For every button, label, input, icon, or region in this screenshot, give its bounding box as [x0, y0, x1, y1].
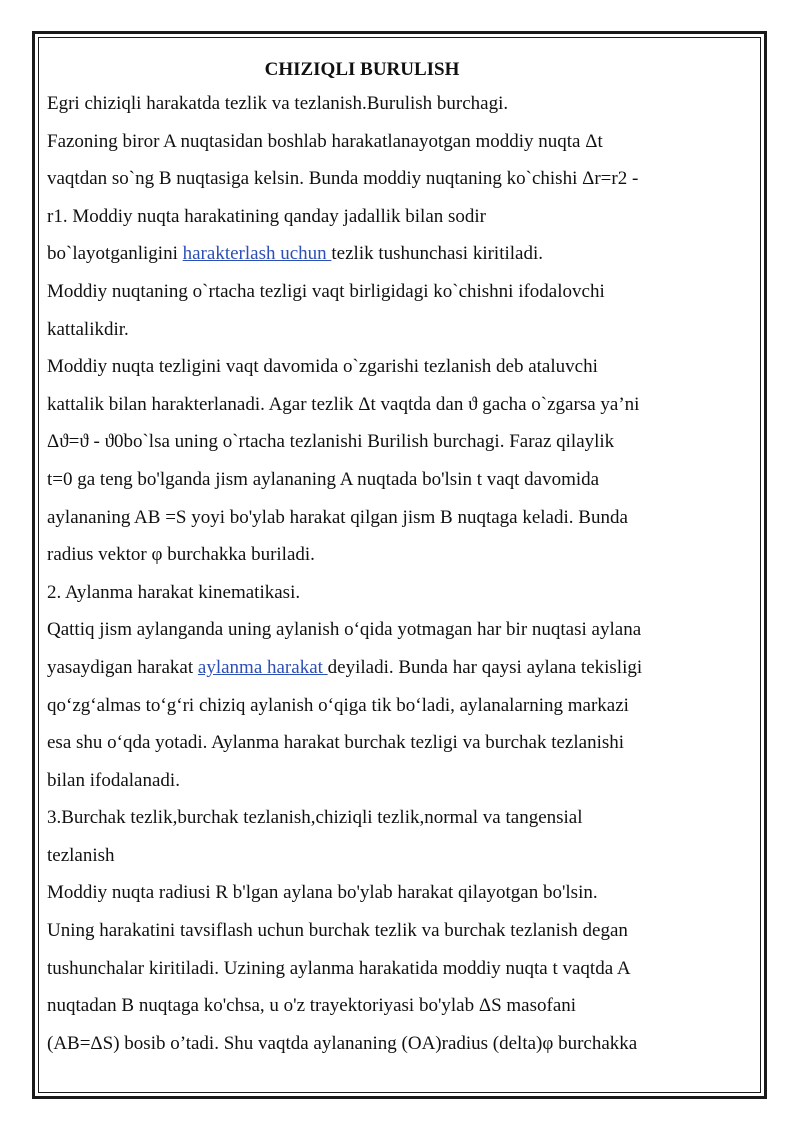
text-line: nuqtadan B nuqtaga ko'chsa, u o'z trayektoriyasi bo'ylab ΔS masofani: [47, 995, 577, 1017]
text-line: radius vektor φ burchakka buriladi.: [47, 544, 315, 566]
text-line: Fazoning biror A nuqtasidan boshlab harakatlanayotgan moddiy nuqta Δt: [47, 130, 603, 152]
text-line: Δϑ=ϑ - ϑ0bo`lsa uning o`rtacha tezlanishi Burilish burchagi. Faraz qilaylik: [47, 431, 615, 453]
text-line: r1. Moddiy nuqta harakatining qanday jadallik bilan sodir: [47, 205, 487, 227]
section-heading: 3.Burchak tezlik,burchak tezlanish,chiziqli tezlik,normal va tangensial: [47, 807, 583, 829]
text-line: Qattiq jism aylanganda uning aylanish o‘qida yotmagan har bir nuqtasi aylana: [47, 619, 642, 641]
document-body: [47, 55, 747, 1062]
text-line: vaqtdan so`ng B nuqtasiga kelsin. Bunda moddiy nuqtaning ko`chishi Δr=r2 -: [47, 168, 639, 190]
text-line: qo‘zg‘almas to‘g‘ri chiziq aylanish o‘qiga tik bo‘ladi, aylanalarning markazi: [47, 694, 629, 716]
text-line: aylananing AB =S yoyi bo'ylab harakat qilgan jism B nuqtaga keladi. Bunda: [47, 506, 628, 528]
text-line: esa shu o‘qda yotadi. Aylanma harakat burchak tezligi va burchak tezlanishi: [47, 732, 625, 754]
document-title: CHIZIQLI BURULISH: [264, 59, 460, 80]
text-line: t=0 ga teng bo'lganda jism aylananing A nuqtada bo'lsin t vaqt davomida: [47, 468, 600, 490]
section-heading: tezlanish: [47, 844, 115, 866]
text-line: tushunchalar kiritiladi. Uzining aylanma harakatida moddiy nuqta t vaqtda A: [47, 957, 631, 979]
text-line-with-link: [47, 649, 747, 687]
text-line-with-link: [47, 235, 747, 273]
text-segment: deyiladi. Bunda har qaysi aylana tekisligi: [327, 656, 643, 678]
text-line: Moddiy nuqta radiusi R b'lgan aylana bo'ylab harakat qilayotgan bo'lsin.: [47, 882, 598, 904]
text-line: Egri chiziqli harakatda tezlik va tezlanish.Burulish burchagi.: [47, 93, 509, 114]
text-line: bilan ifodalanadi.: [47, 769, 180, 791]
text-line: kattalikdir.: [47, 318, 129, 340]
harakterlash-uchun-link[interactable]: harakterlash uchun: [182, 243, 332, 265]
text-line: kattalik bilan harakterlanadi. Agar tezlik Δt vaqtda dan ϑ gacha o`zgarsa ya’ni: [47, 393, 640, 415]
text-segment: yasaydigan harakat: [47, 656, 198, 678]
section-heading: 2. Aylanma harakat kinematikasi.: [47, 581, 301, 603]
text-segment: tezlik tushunchasi kiritiladi.: [331, 243, 544, 265]
text-line: Moddiy nuqta tezligini vaqt davomida o`zgarishi tezlanish deb ataluvchi: [47, 356, 598, 378]
text-segment: bo`layotganligini: [47, 243, 183, 265]
text-line: Uning harakatini tavsiflash uchun burchak tezlik va burchak tezlanish degan: [47, 920, 628, 942]
text-line: Moddiy nuqtaning o`rtacha tezligi vaqt birligidagi ko`chishni ifodalovchi: [47, 280, 605, 302]
text-line: (AB=ΔS) bosib o’tadi. Shu vaqtda aylananing (OA)radius (delta)φ burchakka: [47, 1032, 638, 1054]
aylanma-harakat-link[interactable]: aylanma harakat: [197, 656, 328, 678]
